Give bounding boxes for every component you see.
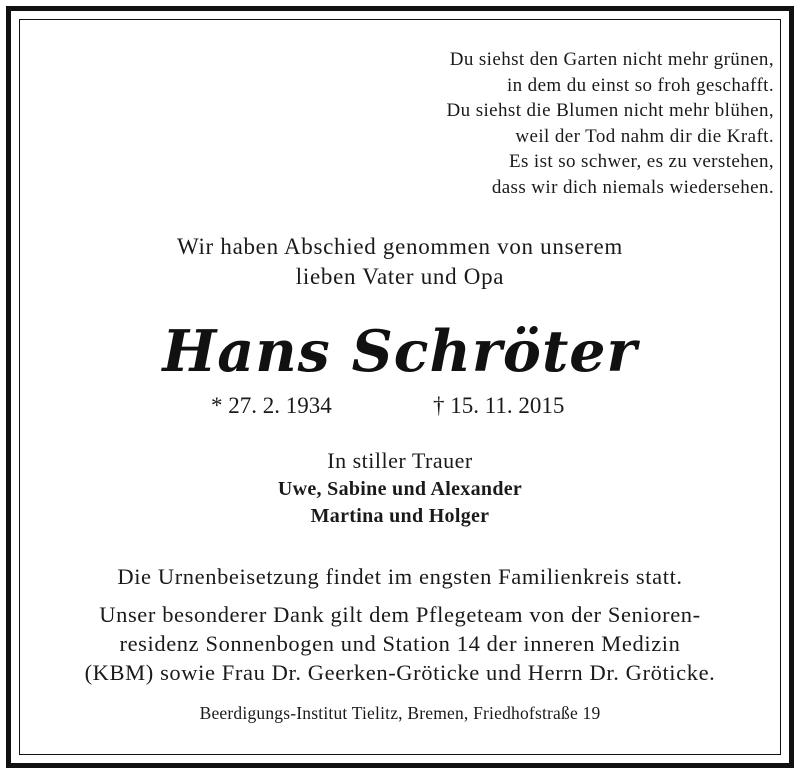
mourner-names: Martina und Holger [310, 505, 490, 527]
farewell-intro [0, 232, 800, 292]
memorial-poem [447, 47, 774, 200]
poem-line: Es ist so schwer, es zu verstehen, [508, 151, 774, 172]
intro-line: Wir haben Abschied genommen von unserem [176, 234, 624, 259]
mourning-section [0, 446, 800, 530]
undertaker-info: Beerdigungs-Institut Tielitz, Bremen, Friedhofstraße 19 [199, 703, 601, 723]
thanks-line: Unser besonderer Dank gilt dem Pflegeteam von der Senioren- [99, 602, 701, 627]
deceased-name: Hans Schröter [162, 318, 638, 385]
burial-note: Die Urnenbeisetzung findet im engsten Familienkreis statt. [117, 564, 683, 589]
mourning-heading: In stiller Trauer [327, 448, 473, 473]
poem-line: weil der Tod nahm dir die Kraft. [515, 125, 774, 147]
intro-line: lieben Vater und Opa [295, 264, 505, 289]
thanks-line: residenz Sonnenbogen und Station 14 der inneren Medizin [119, 631, 681, 656]
death-date: † 15. 11. 2015 [433, 393, 565, 418]
thanks-note [0, 600, 800, 687]
poem-line: in dem du einst so froh geschafft. [506, 74, 774, 96]
life-dates [0, 391, 800, 421]
poem-line: dass wir dich niemals wiedersehen. [491, 176, 774, 198]
thanks-line: (KBM) sowie Frau Dr. Geerken-Gröticke und Herrn Dr. Gröticke. [84, 660, 716, 685]
poem-line: Du siehst die Blumen nicht mehr blühen, [446, 100, 774, 121]
poem-line: Du siehst den Garten nicht mehr grünen, [449, 49, 774, 70]
mourner-names: Uwe, Sabine und Alexander [277, 478, 523, 500]
birth-date: * 27. 2. 1934 [211, 393, 332, 418]
